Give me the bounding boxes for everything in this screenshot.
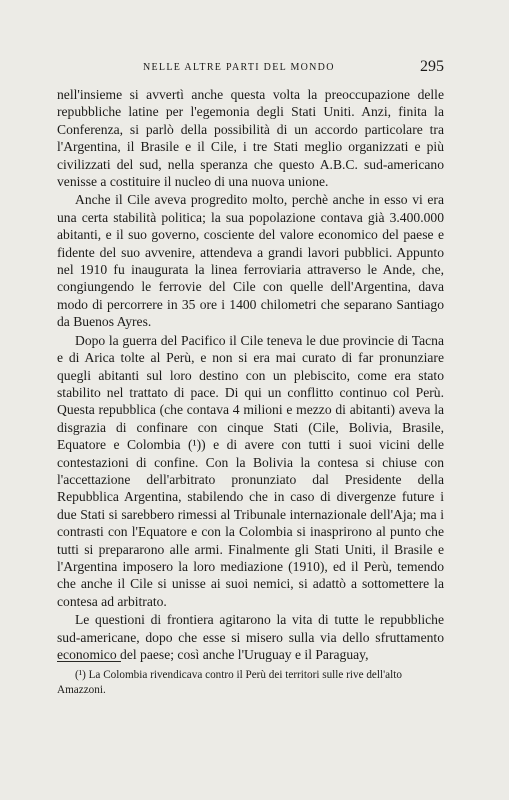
paragraph: Dopo la guerra del Pacifico il Cile teneva le due provincie di Tacna e di Arica tolte al Perù, e non si era mai curato di far pronunziare quegli abitanti sul loro destino con un plebiscito, come era stato stabilito nel trattato di pace. Di qui un conflitto continuo col Perù. Questa repubblica (che contava 4 milioni e mezzo di abitanti) aveva la disgrazia di confinare con cinque Stati (Cile, Bolivia, Brasile, Equatore e Colombia (¹)) e di avere con tutti i suoi vicini delle contestazioni di confine. Con la Bolivia la contesa si chiuse con l'accettazione dell'arbitrato pronunziato dal Presidente della Repubblica Argentina, stabilendo che in caso di divergenze future i due Stati si sarebbero rimessi al Tribunale internazionale dell'Aja; ma i contrasti con l'Equatore e con la Colombia si inasprirono al punto che tutti si prepararono alle armi. Finalmente gli Stati Uniti, il Brasile e l'Argentina imposero la loro mediazione (1910), ed il Perù, temendo che anche il Cile si unisse ai suoi nemici, si adattò a sottomettere la contesa ad arbitrato.	[57, 332, 444, 609]
paragraph: nell'insieme si avvertì anche questa volta la preoccupazione delle repubbliche latine per l'egemonia degli Stati Uniti. Anzi, finita la Conferenza, si parlò della possibilità di un accordo particolare tra l'Argentina, il Brasile e il Cile, i tre Stati meglio organizzati e più civilizzati del sud, nella speranza che questo A.B.C. sud-americano venisse a costituire il nucleo di una nuova unione.	[57, 87, 444, 190]
running-title: NELLE ALTRE PARTI DEL MONDO	[143, 62, 335, 73]
page-header	[57, 58, 444, 78]
body-text	[57, 86, 444, 664]
footnote-rule	[57, 661, 121, 662]
footnote: (¹) La Colombia rivendicava contro il Perù dei territori sulle rive dell'alto Amazzoni.	[57, 669, 402, 696]
page-number: 295	[420, 58, 444, 75]
paragraph: Anche il Cile aveva progredito molto, perchè anche in esso vi era una certa stabilità politica; la sua popolazione contava già 3.400.000 abitanti, e il suo governo, cosciente del valore economico del paese e fidente del suo avvenire, attendeva a grandi lavori pubblici. Appunto nel 1910 fu inaugurata la linea ferroviaria attraverso le Ande, che, congiungendo le ferrovie del Cile con quelle dell'Argentina, dava modo di percorrere in 35 ore i 1400 chilometri che separano Santiago da Buenos Ayres.	[57, 192, 444, 330]
paragraph: Le questioni di frontiera agitarono la vita di tutte le repubbliche sud-americane, dopo che esse si misero sulla via dello sfruttamento economico del paese; così anche l'Uruguay e il Paraguay,	[57, 612, 444, 662]
